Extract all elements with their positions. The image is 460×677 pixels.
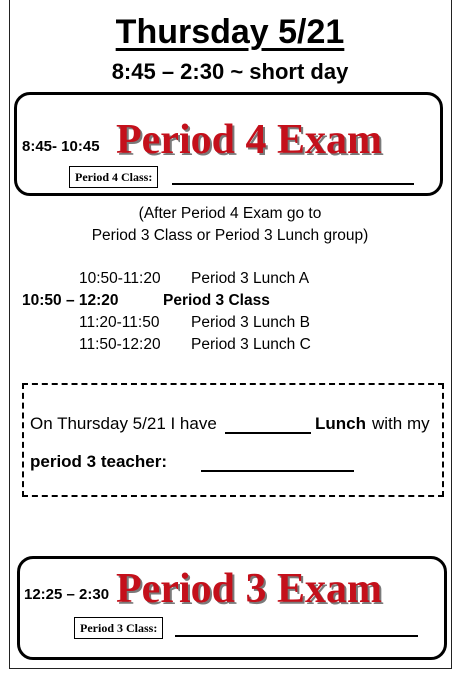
period-4-class-blank[interactable] <box>172 183 414 185</box>
fill-in-teacher-label: period 3 teacher: <box>30 452 167 471</box>
period-3-exam-title: Period 3 Exam <box>116 566 382 612</box>
page-title: Thursday 5/21 <box>115 13 345 51</box>
lunch-fill-in-box <box>22 383 444 497</box>
instruction-line-1: (After Period 4 Exam go to <box>138 205 322 222</box>
lunch-b-time: 11:20-11:50 <box>79 314 160 331</box>
period-3-class-label: Period 3 Class: <box>74 617 163 639</box>
lunch-a-label: Period 3 Lunch A <box>191 270 310 287</box>
period-4-class-label: Period 4 Class: <box>69 166 158 188</box>
lunch-a-time: 10:50-11:20 <box>79 270 161 287</box>
period-3-class-label: Period 3 Class <box>163 292 270 309</box>
fill-in-text-2: with my <box>372 414 430 433</box>
period-3-class-blank[interactable] <box>175 635 418 637</box>
period-3-class-time: 10:50 – 12:20 <box>22 292 119 309</box>
page-subtitle: 8:45 – 2:30 ~ short day <box>111 59 349 84</box>
lunch-b-label: Period 3 Lunch B <box>191 314 310 331</box>
instruction-line-2: Period 3 Class or Period 3 Lunch group) <box>91 227 369 244</box>
fill-in-text-1: On Thursday 5/21 I have <box>30 414 217 433</box>
lunch-letter-blank[interactable] <box>225 432 311 434</box>
fill-in-lunch-word: Lunch <box>315 414 366 433</box>
period-4-time: 8:45- 10:45 <box>22 138 100 155</box>
period-4-exam-title: Period 4 Exam <box>116 117 382 163</box>
lunch-c-label: Period 3 Lunch C <box>191 336 311 353</box>
lunch-c-time: 11:50-12:20 <box>79 336 161 353</box>
teacher-name-blank[interactable] <box>201 470 354 472</box>
period-3-time: 12:25 – 2:30 <box>24 586 110 603</box>
